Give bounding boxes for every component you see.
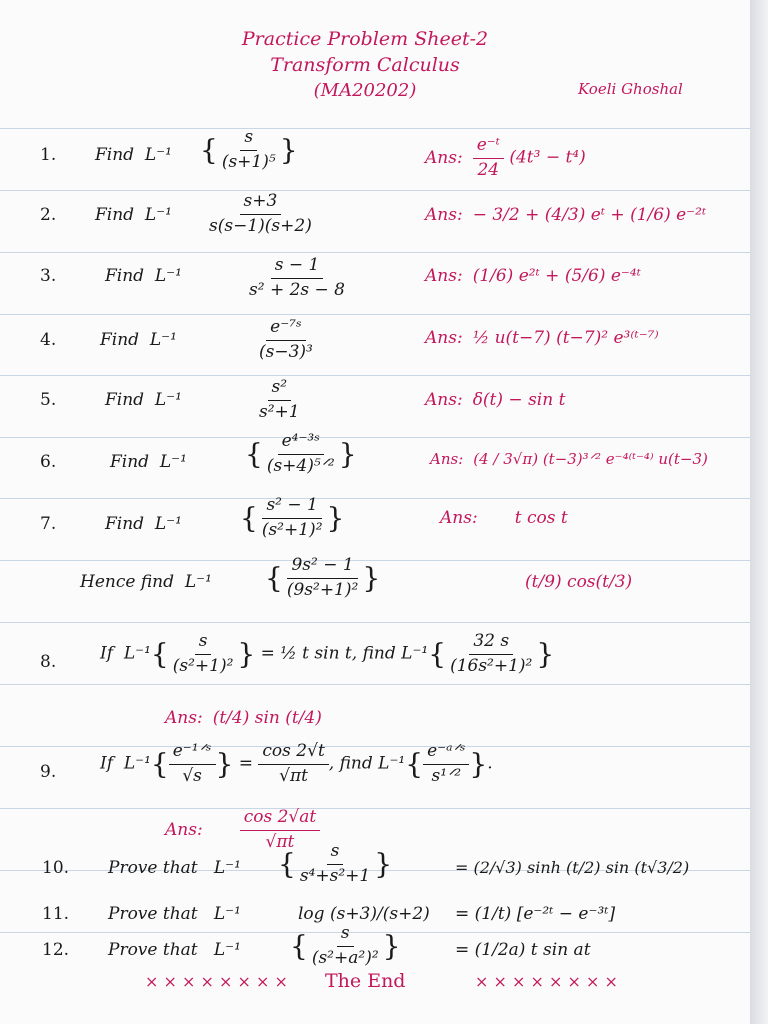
answer-value: (1/6) e²ᵗ + (5/6) e⁻⁴ᵗ (472, 266, 641, 286)
numerator: s² (268, 378, 292, 401)
ruled-line (0, 622, 752, 623)
numerator: s (337, 924, 354, 947)
problem-3-expression (245, 256, 349, 300)
denominator: (s+4)⁵ᐟ² (266, 455, 335, 476)
ruled-line (0, 252, 752, 253)
problem-number: 6. (40, 452, 57, 472)
course-code: (MA20202) (313, 80, 417, 101)
result-denominator: √πt (279, 765, 309, 786)
ruled-line (0, 808, 752, 809)
footer-the-end: The End (325, 970, 406, 992)
if-label: If (100, 753, 114, 774)
answer-value: (t/4) sin (t/4) (212, 708, 322, 728)
hence-label: Hence find (80, 572, 174, 592)
author-name: Koeli Ghoshal (578, 80, 683, 98)
numerator: s (240, 128, 257, 151)
denominator: √s (182, 765, 202, 786)
answer-label: Ans: (425, 147, 463, 168)
find-label: Find (100, 330, 140, 350)
answer-label: Ans: (425, 205, 463, 225)
problem-2-expression (205, 192, 316, 236)
ruled-line (0, 437, 752, 438)
denominator: (s²+a²)² (311, 947, 379, 968)
problem-7-expression: { $\frac{\text{s² − 1}}{\text{(s²+1)²}}$ } (240, 495, 345, 540)
numerator: e⁻ᵃᐟˢ (423, 742, 469, 765)
ruled-line (0, 314, 752, 315)
denominator: s¹ᐟ² (431, 765, 462, 786)
denominator: (s²+1)² (172, 655, 234, 676)
answer-denominator: 24 (477, 159, 500, 180)
problem-7-question (105, 514, 182, 534)
sheet-title: Practice Problem Sheet-2 (241, 28, 489, 50)
problem-4-question (100, 330, 177, 350)
problem-5-expression (255, 378, 304, 422)
numerator: s+3 (240, 192, 282, 215)
result-numerator: cos 2√t (258, 742, 328, 765)
problem-11-expression: log (s+3)/(s+2) (298, 904, 430, 924)
find-label: , find (351, 643, 396, 664)
answer-value: − 3/2 + (4/3) eᵗ + (1/6) e⁻²ᵗ (472, 205, 707, 225)
problem-8-answer (165, 708, 322, 728)
denominator: s² + 2s − 8 (249, 279, 345, 300)
answer-label: Ans: (425, 266, 463, 286)
problem-8-statement: If L⁻¹{ $\frac{s}{\text{(s²+1)²}}$ } = ½ t sin t, find L⁻¹{ $\frac{32 s}{\text{(16s²+1)²}}$ } (100, 631, 555, 676)
numerator: s − 1 (271, 256, 324, 279)
problem-6-question (110, 452, 187, 472)
problem-11-question (108, 904, 241, 924)
problem-4-answer (425, 328, 659, 348)
find-label: Find (95, 145, 135, 165)
denominator: (9s²+1)² (286, 579, 359, 600)
answer-label: Ans: (165, 708, 203, 728)
problem-3-answer (425, 266, 641, 286)
denominator: s⁴+s²+1 (299, 865, 371, 886)
find-label: Find (105, 390, 145, 410)
problem-1-answer (425, 136, 586, 180)
if-label: If (100, 643, 114, 664)
answer-value: t cos t (514, 508, 568, 528)
problem-12-question (108, 940, 241, 960)
numerator: s (195, 632, 212, 655)
ruled-line (0, 684, 752, 685)
problem-1-expression: { $\frac{s}{\text{(s+1)⁵}}$ } (200, 127, 298, 172)
problem-6-answer (430, 450, 708, 468)
inverse-laplace-label: L⁻¹ (123, 753, 151, 774)
inverse-laplace-label: L⁻¹ (159, 452, 187, 472)
problem-2-question (95, 205, 172, 225)
problem-6-expression: { $\frac{\text{e⁴⁻³ˢ}}{\text{(s+4)⁵ᐟ²}}$ } (245, 431, 357, 476)
problem-7-hence-expression: { $\frac{\text{9s² − 1}}{\text{(9s²+1)²}}$ } (265, 555, 381, 600)
problem-number: 4. (40, 330, 57, 350)
problem-number: 7. (40, 514, 57, 534)
ruled-line (0, 190, 752, 191)
denominator: (s−3)³ (259, 341, 313, 362)
sheet-header (200, 28, 530, 101)
inverse-laplace-label: L⁻¹ (154, 266, 182, 286)
find-label: , find (328, 753, 373, 774)
numerator: e⁴⁻³ˢ (278, 432, 324, 455)
prove-label: Prove that (108, 858, 198, 878)
problem-7-hence-question (80, 572, 212, 592)
numerator: e⁻¹ᐟˢ (169, 742, 216, 765)
answer-value: δ(t) − sin t (472, 390, 566, 410)
inverse-laplace-label: L⁻¹ (378, 753, 406, 774)
course-name: Transform Calculus (270, 54, 460, 76)
answer-label: Ans: (425, 328, 463, 348)
problem-12-expression: { $\frac{s}{\text{(s²+a²)²}}$ } (290, 923, 401, 968)
numerator: 32 s (469, 632, 513, 655)
denominator: s²+1 (259, 401, 300, 422)
problem-number: 10. (42, 858, 70, 878)
problem-5-answer (425, 390, 565, 410)
inverse-laplace-label: L⁻¹ (401, 643, 429, 664)
notebook-binding (750, 0, 768, 1024)
problem-number: 2. (40, 205, 57, 225)
inverse-laplace-label: L⁻¹ (213, 858, 241, 878)
answer-label: Ans: (440, 508, 478, 528)
inverse-laplace-label: L⁻¹ (144, 145, 172, 165)
problem-number: 12. (42, 940, 70, 960)
problem-number: 1. (40, 145, 57, 165)
answer-numerator: cos 2√at (240, 808, 321, 831)
problem-number: 5. (40, 390, 57, 410)
problem-7-hence-answer: (t/9) cos(t/3) (525, 572, 633, 592)
find-label: Find (105, 514, 145, 534)
inverse-laplace-label: L⁻¹ (184, 572, 212, 592)
inverse-laplace-label: L⁻¹ (144, 205, 172, 225)
problem-4-expression (255, 318, 317, 362)
problem-3-question (105, 266, 182, 286)
find-label: Find (110, 452, 150, 472)
footer-crosses-right: × × × × × × × × (475, 972, 618, 991)
numerator: 9s² − 1 (287, 556, 357, 579)
numerator: s² − 1 (262, 496, 321, 519)
problem-number: 8. (40, 652, 57, 672)
find-label: Find (105, 266, 145, 286)
problem-10-expression: { $\frac{s}{\text{s⁴+s²+1}}$ } (278, 841, 393, 886)
problem-2-answer (425, 205, 706, 225)
given-result: = ½ t sin t (260, 643, 352, 664)
ruled-line (0, 498, 752, 499)
inverse-laplace-label: L⁻¹ (149, 330, 177, 350)
inverse-laplace-label: L⁻¹ (213, 940, 241, 960)
prove-label: Prove that (108, 940, 198, 960)
problem-11-result: = (1/t) [e⁻²ᵗ − e⁻³ᵗ] (455, 904, 616, 924)
answer-value: ½ u(t−7) (t−7)² e³⁽ᵗ⁻⁷⁾ (472, 328, 659, 348)
find-label: Find (95, 205, 135, 225)
prove-label: Prove that (108, 904, 198, 924)
problem-number: 11. (42, 904, 70, 924)
answer-value: (4 / 3√π) (t−3)³ᐟ² e⁻⁴⁽ᵗ⁻⁴⁾ u(t−3) (473, 450, 708, 468)
inverse-laplace-label: L⁻¹ (154, 514, 182, 534)
inverse-laplace-label: L⁻¹ (123, 643, 151, 664)
denominator: (s²+1)² (261, 519, 323, 540)
problem-1-question (95, 145, 172, 165)
denominator: s(s−1)(s+2) (209, 215, 312, 236)
answer-label: Ans: (425, 390, 463, 410)
answer-label: Ans: (165, 819, 203, 840)
problem-number: 3. (40, 266, 57, 286)
problem-7-answer (440, 508, 568, 528)
problem-12-result: = (1/2a) t sin at (455, 940, 591, 960)
inverse-laplace-label: L⁻¹ (213, 904, 241, 924)
problem-10-result: = (2/√3) sinh (t/2) sin (t√3/2) (455, 858, 690, 877)
answer-rest: (4t³ − t⁴) (509, 147, 586, 168)
answer-numerator: e⁻ᵗ (473, 136, 504, 159)
answer-denominator: √πt (265, 831, 295, 852)
problem-5-question (105, 390, 182, 410)
numerator: s (327, 842, 344, 865)
answer-label: Ans: (430, 450, 464, 468)
inverse-laplace-label: L⁻¹ (154, 390, 182, 410)
ruled-line (0, 375, 752, 376)
denominator: (16s²+1)² (450, 655, 533, 676)
footer-crosses-left: × × × × × × × × (145, 972, 288, 991)
numerator: e⁻⁷ˢ (266, 318, 306, 341)
ruled-line (0, 128, 752, 129)
problem-9-statement: If L⁻¹{ $\frac{\text{e⁻¹ᐟˢ}}{√s}$ } = $\frac{\cos 2√t}{√\pi t}$ , find L⁻¹{ $\frac{\text{e⁻ᵃᐟˢ}}{\text{s¹ᐟ²}}$ }. (100, 741, 493, 786)
problem-number: 9. (40, 762, 57, 782)
problem-10-question (108, 858, 241, 878)
denominator: (s+1)⁵ (221, 151, 276, 172)
